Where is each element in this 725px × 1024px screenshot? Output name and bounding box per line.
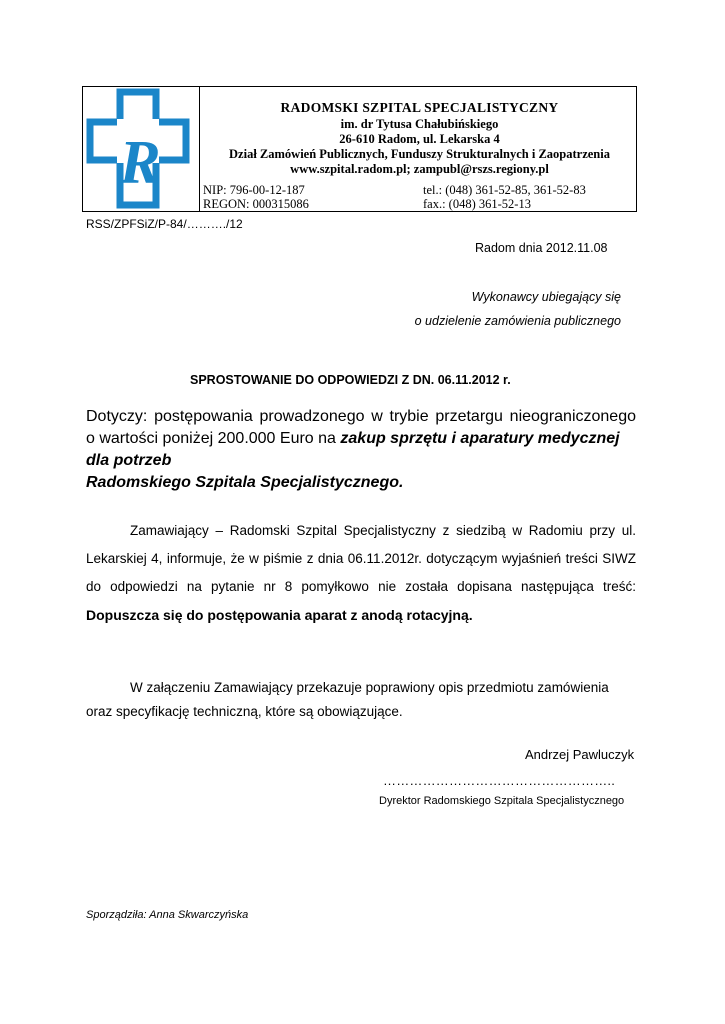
main-paragraph xyxy=(86,517,636,630)
subject-heading: SPROSTOWANIE DO ODPOWIEDZI Z DN. 06.11.2012 r. xyxy=(190,373,511,387)
signatory-name: Andrzej Pawluczyk xyxy=(525,747,635,762)
reference-number: RSS/ZPFSiZ/P-84/………./12 xyxy=(86,217,243,231)
telephone: tel.: (048) 361-52-85, 361-52-83 xyxy=(423,183,586,197)
recipient-line-2: o udzielenie zamówienia publicznego xyxy=(414,314,621,328)
concerns-object: zakup sprzętu i aparatury medycznej dla potrzeb xyxy=(86,430,620,469)
address-line: 26-610 Radom, ul. Lekarska 4 xyxy=(339,132,500,146)
letterhead xyxy=(82,86,637,212)
nip-number: NIP: 796-00-12-187 xyxy=(203,183,305,197)
signature-line: …………………………………………….. xyxy=(383,773,616,788)
regon-number: REGON: 000315086 xyxy=(203,197,309,211)
concerns-object-cont: Radomskiego Szpitala Specjalistycznego. xyxy=(86,474,404,491)
correction-text: Dopuszcza się do postępowania aparat z anodą rotacyjną. xyxy=(86,607,473,623)
main-paragraph-text: Zamawiający – Radomski Szpital Specjalistyczny z siedzibą w Radomiu przy ul. Lekarskiej 4, informuje, że w piśmie z dnia 06.11.2012r. dotyczącym wyjaśnień treści SIWZ do odpowiedzi na pytanie nr 8 pomyłkowo nie została dopisana następująca treść: xyxy=(86,523,636,594)
hospital-logo xyxy=(83,87,199,211)
institution-name: RADOMSKI SZPITAL SPECJALISTYCZNY xyxy=(280,100,559,115)
concerns-line-3 xyxy=(86,472,636,494)
concerns-line-1: Dotyczy: postępowania prowadzonego w trybie przetargu nieograniczonego xyxy=(86,408,636,425)
attachment-paragraph xyxy=(86,676,636,724)
concerns-line-2 xyxy=(86,428,636,472)
concerns-value-text: o wartości poniżej 200.000 Euro na xyxy=(86,430,341,447)
logo-letter: R xyxy=(119,129,161,197)
concerns-paragraph xyxy=(86,406,636,494)
web-email-line: www.szpital.radom.pl; zampubl@rszs.regiony.pl xyxy=(290,162,549,176)
letterhead-info xyxy=(201,87,638,177)
letter-date: Radom dnia 2012.11.08 xyxy=(475,241,608,255)
attachment-text: W załączeniu Zamawiający przekazuje poprawiony opis przedmiotu zamówienia oraz specyfikację techniczną, które są obowiązujące. xyxy=(86,680,609,719)
logo-cell xyxy=(83,87,200,211)
recipient-line-1: Wykonawcy ubiegający się xyxy=(471,290,621,304)
department-line: Dział Zamówień Publicznych, Funduszy Strukturalnych i Zaopatrzenia xyxy=(229,147,610,161)
patron-line: im. dr Tytusa Chałubińskiego xyxy=(340,117,499,131)
prepared-by: Sporządziła: Anna Skwarczyńska xyxy=(86,909,249,921)
fax: fax.: (048) 361-52-13 xyxy=(423,197,531,211)
signatory-title: Dyrektor Radomskiego Szpitala Specjalistycznego xyxy=(379,795,625,807)
